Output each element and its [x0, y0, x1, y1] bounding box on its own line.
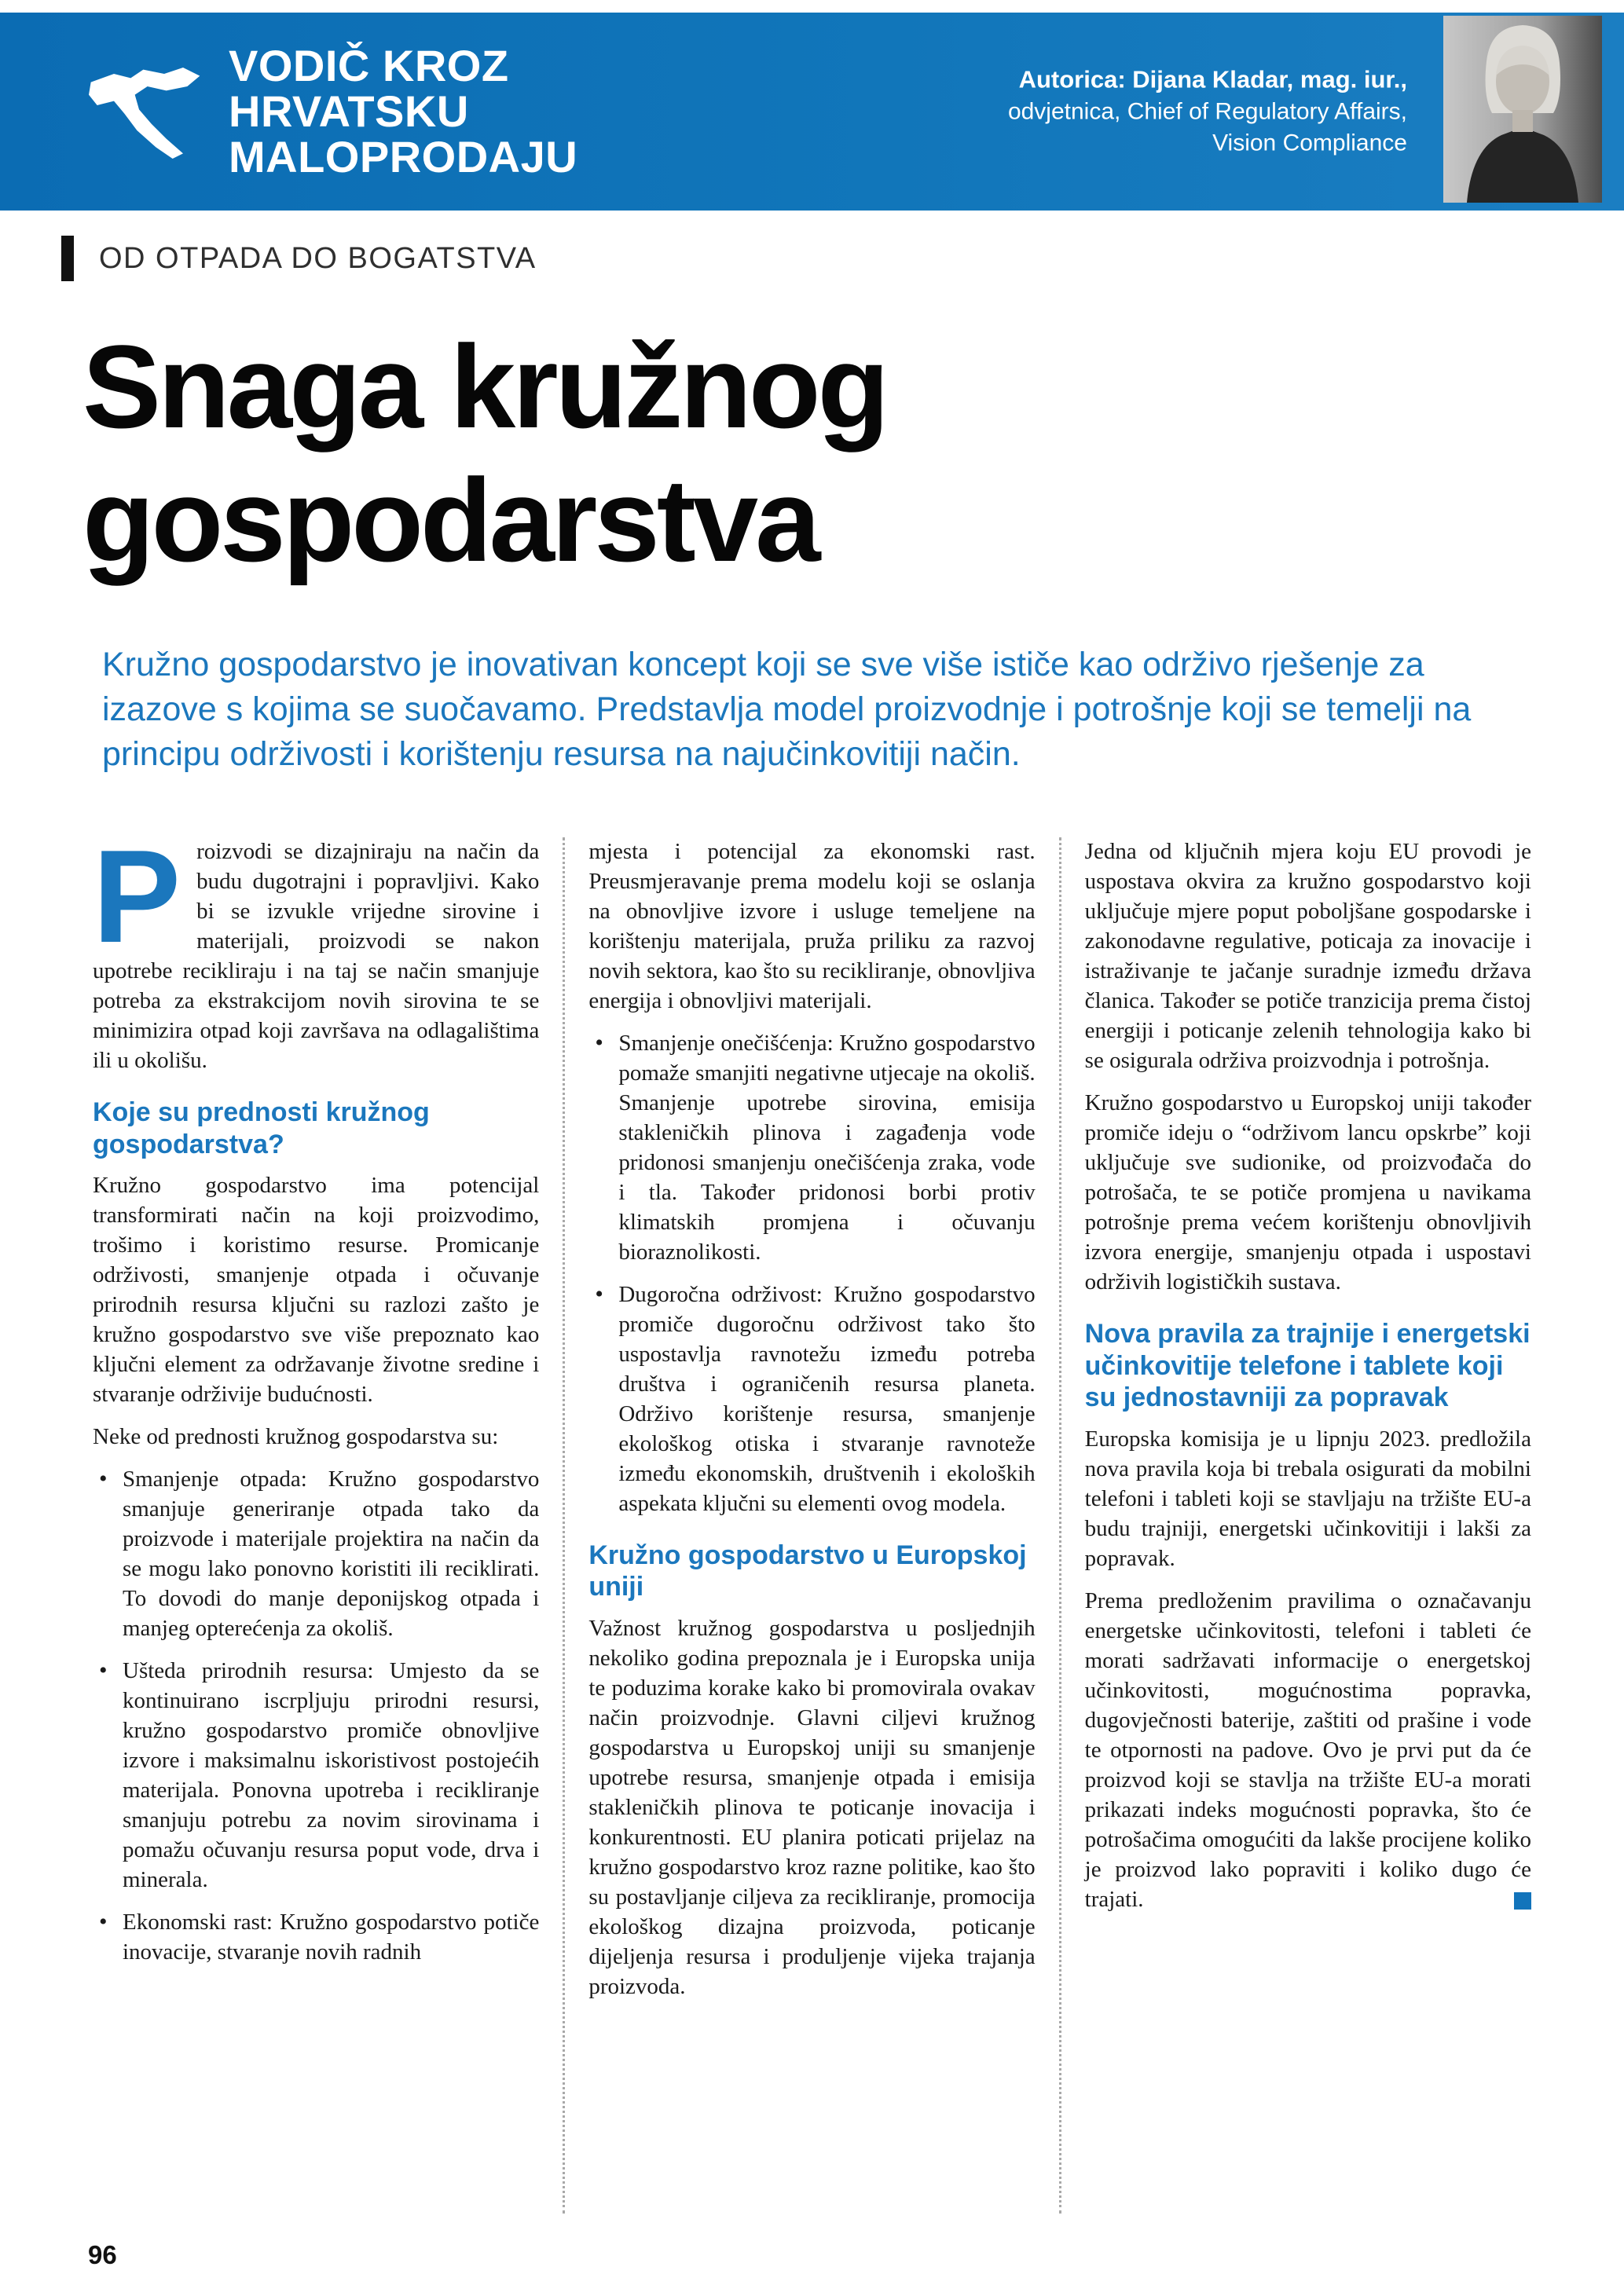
bullet-marker: •: [595, 1280, 603, 1307]
bullet-item: [588, 1280, 1035, 1519]
section-heading: Koje su prednosti kružnog gospodarstva?: [93, 1097, 430, 1159]
author-company: Vision Compliance: [1212, 130, 1407, 156]
column-2: [563, 837, 1058, 2214]
bullet-item: [93, 1908, 539, 1968]
bullet-marker: •: [99, 1657, 108, 1684]
bullet-item: [93, 1465, 539, 1644]
end-mark: [1514, 1892, 1531, 1910]
bullet-marker: •: [99, 1466, 108, 1492]
brand-text: [229, 40, 578, 182]
paragraph: Kružno gospodarstvo u Europskoj uniji također promiče ideju o “održivom lancu opskrbe” koji uključuje sve sudionike, od proizvođača do potrošača, te se potiče promjena u navikama potrošnje prema većem korištenju obnovljivih izvora energije, smanjenju otpada i uspostavi održivih logističkih sustava.: [1084, 1089, 1531, 1294]
kicker-bar: [61, 236, 74, 281]
masthead: [0, 13, 1624, 211]
title-line-2: gospodarstva: [82, 453, 818, 586]
page-number: 96: [88, 2240, 117, 2269]
author-credit: [1008, 64, 1407, 160]
brand-logo: [82, 40, 578, 182]
brand-line-1: VODIČ KROZ: [229, 40, 509, 90]
title-line-1: Snaga kružnog: [82, 320, 887, 452]
croatia-map-icon: [82, 57, 208, 167]
paragraph: mjesta i potencijal za ekonomski rast. Preusmjeravanje prema modelu koji se oslanja na obnovljive izvore i usluge temeljene na korištenju materijala, pruža priliku za razvoj novih sektora, kao što su recikliranje, obnovljiva energija i obnovljivi materijali.: [588, 839, 1036, 1013]
bullet-text: Smanjenje otpada: Kružno gospodarstvo smanjuje generiranje otpada tako da proizvode i materijale projektira na način da se mogu lako ponovno koristiti ili reciklirati. To dovodi do manje deponijskog otpada i manjeg opterećenja za okoliš.: [123, 1467, 540, 1642]
bullet-item: [588, 1029, 1035, 1268]
lead-paragraph: Kružno gospodarstvo je inovativan koncept koji se sve više ističe kao održivo rješenje za izazove s kojima se suočavamo. Predstavlja model proizvodnje i potrošnje koji se temelji na principu održivosti i korištenju resursa na najučinkovitiji način.: [102, 646, 1472, 773]
bullet-text: Ekonomski rast: Kružno gospodarstvo potiče inovacije, stvaranje novih radnih: [123, 1910, 540, 1965]
portrait-illustration: [1443, 16, 1602, 203]
paragraph: Važnost kružnog gospodarstva u posljednjih nekoliko godina prepoznala je i Europska unija te poduzima korake kako bi promovirala ovakav način proizvodnje. Glavni ciljevi kružnog gospodarstva u Europskoj uniji su smanjenje upotrebe resursa, smanjenje otpada i emisija stakleničkih plinova te poticanje inovacija i konkurentnosti. EU planira poticati prijelaz na kružno gospodarstvo kroz razne politike, kao što su postavljanje ciljeva za recikliranje, promocija ekološkog dizajna proizvoda, poticanje dijeljenja resursa i produljenje vijeka trajanja proizvoda.: [588, 1616, 1036, 2000]
bullet-marker: •: [595, 1029, 603, 1056]
paragraph: Europska komisija je u lipnju 2023. predložila nova pravila koja bi trebala osigurati da mobilni telefoni i tableti koji se stavljaju na tržište EU-a budu trajniji, energetski učinkovitiji i lakši za popravak.: [1084, 1426, 1531, 1572]
kicker-row: [61, 236, 537, 281]
bullet-text: Dugoročna održivost: Kružno gospodarstvo promiče dugoročnu održivost tako što uspostavlja ravnotežu između potreba društva i ograničenih resursa planeta. Održivo korištenje resursa, smanjenje ekološkog otiska i stvaranje ravnoteže između ekonomskih, društvenih i ekoloških aspekata ključni su elementi ovog modela.: [618, 1281, 1036, 1516]
section-heading: Nova pravila za trajnije i energetski učinkovitije telefone i tablete koji su jednostavniji za popravak: [1084, 1318, 1531, 1413]
article-body: [93, 837, 1531, 2214]
drop-cap: P: [93, 837, 181, 970]
author-photo: [1443, 16, 1602, 203]
column-1: [93, 837, 563, 2214]
paragraph: Jedna od ključnih mjera koju EU provodi je uspostava okvira za kružno gospodarstvo koji uključuje mjere poput poboljšane gospodarske i zakonodavne regulative, poticaja za inovacije i istraživanje te jačanje suradnje između država članica. Također se potiče tranzicija prema čistoj energiji i poticanje zelenih tehnologija kako bi se osigurala održiva proizvodnja i potrošnja.: [1084, 839, 1531, 1073]
bullet-text: Ušteda prirodnih resursa: Umjesto da se kontinuirano iscrpljuju prirodni resursi, kružno gospodarstvo promiče obnovljive izvore i maksimalnu iskoristivost postojećih materijala. Ponovna upotreba i recikliranje smanjuju potrebu za novim sirovinama i pomažu očuvanju resursa poput vode, drva i minerala.: [123, 1658, 540, 1893]
paragraph: Kružno gospodarstvo ima potencijal transformirati način na koji proizvodimo, trošimo i koristimo resurse. Promicanje održivosti, smanjenje otpada i očuvanje prirodnih resursa ključni su razlozi zašto je kružno gospodarstvo sve više prepoznato kao ključni element za održavanje životne sredine i stvaranje održivije budućnosti.: [93, 1173, 540, 1408]
section-heading: Kružno gospodarstvo u Europskoj uniji: [588, 1540, 1027, 1602]
bullet-marker: •: [99, 1909, 108, 1935]
column-3: [1059, 837, 1531, 2214]
brand-line-2: HRVATSKU: [229, 86, 469, 136]
paragraph: Proizvodi se dizajniraju na način da budu dugotrajni i popravljivi. Kako bi se izvukle vrijedne sirovine i materijali, proizvodi se nakon upotrebe recikliraju i na taj se način smanjuje potreba za ekstrakcijom novih sirovina te se minimizira otpad koji završava na odlagalištima ili u okolišu.: [93, 837, 540, 1073]
article-title: [82, 320, 1542, 587]
bullet-item: [93, 1657, 539, 1895]
kicker-label: OD OTPADA DO BOGATSTVA: [99, 241, 537, 275]
brand-line-3: MALOPRODAJU: [229, 132, 578, 182]
paragraph: Neke od prednosti kružnog gospodarstva su:: [93, 1424, 499, 1450]
paragraph: Prema predloženim pravilima o označavanju energetske učinkovitosti, telefoni i tableti će morati sadržavati informacije o energetskoj učinkovitosti, mogućnostima popravka, dugovječnosti baterije, zaštiti od prašine i vode te otpornosti na padove. Ovo je prvi put da će proizvod koji se stavlja na tržište EU-a morati prikazati indeks mogućnosti popravka, što će potrošačima omogućiti da lakše procijene koliko je proizvod lako popraviti i koliko dugo će trajati.: [1084, 1588, 1531, 1912]
author-name: Autorica: Dijana Kladar, mag. iur.,: [1018, 65, 1407, 93]
author-role: odvjetnica, Chief of Regulatory Affairs,: [1007, 98, 1407, 125]
bullet-text: Smanjenje onečišćenja: Kružno gospodarstvo pomaže smanjiti negativne utjecaje na okoliš. Smanjenje upotrebe sirovina, emisija stakleničkih plinova i zagađenja vode pridonosi smanjenju onečišćenja zraka, vode i tla. Također pridonosi borbi protiv klimatskih promjena i očuvanju bioraznolikosti.: [618, 1030, 1036, 1265]
